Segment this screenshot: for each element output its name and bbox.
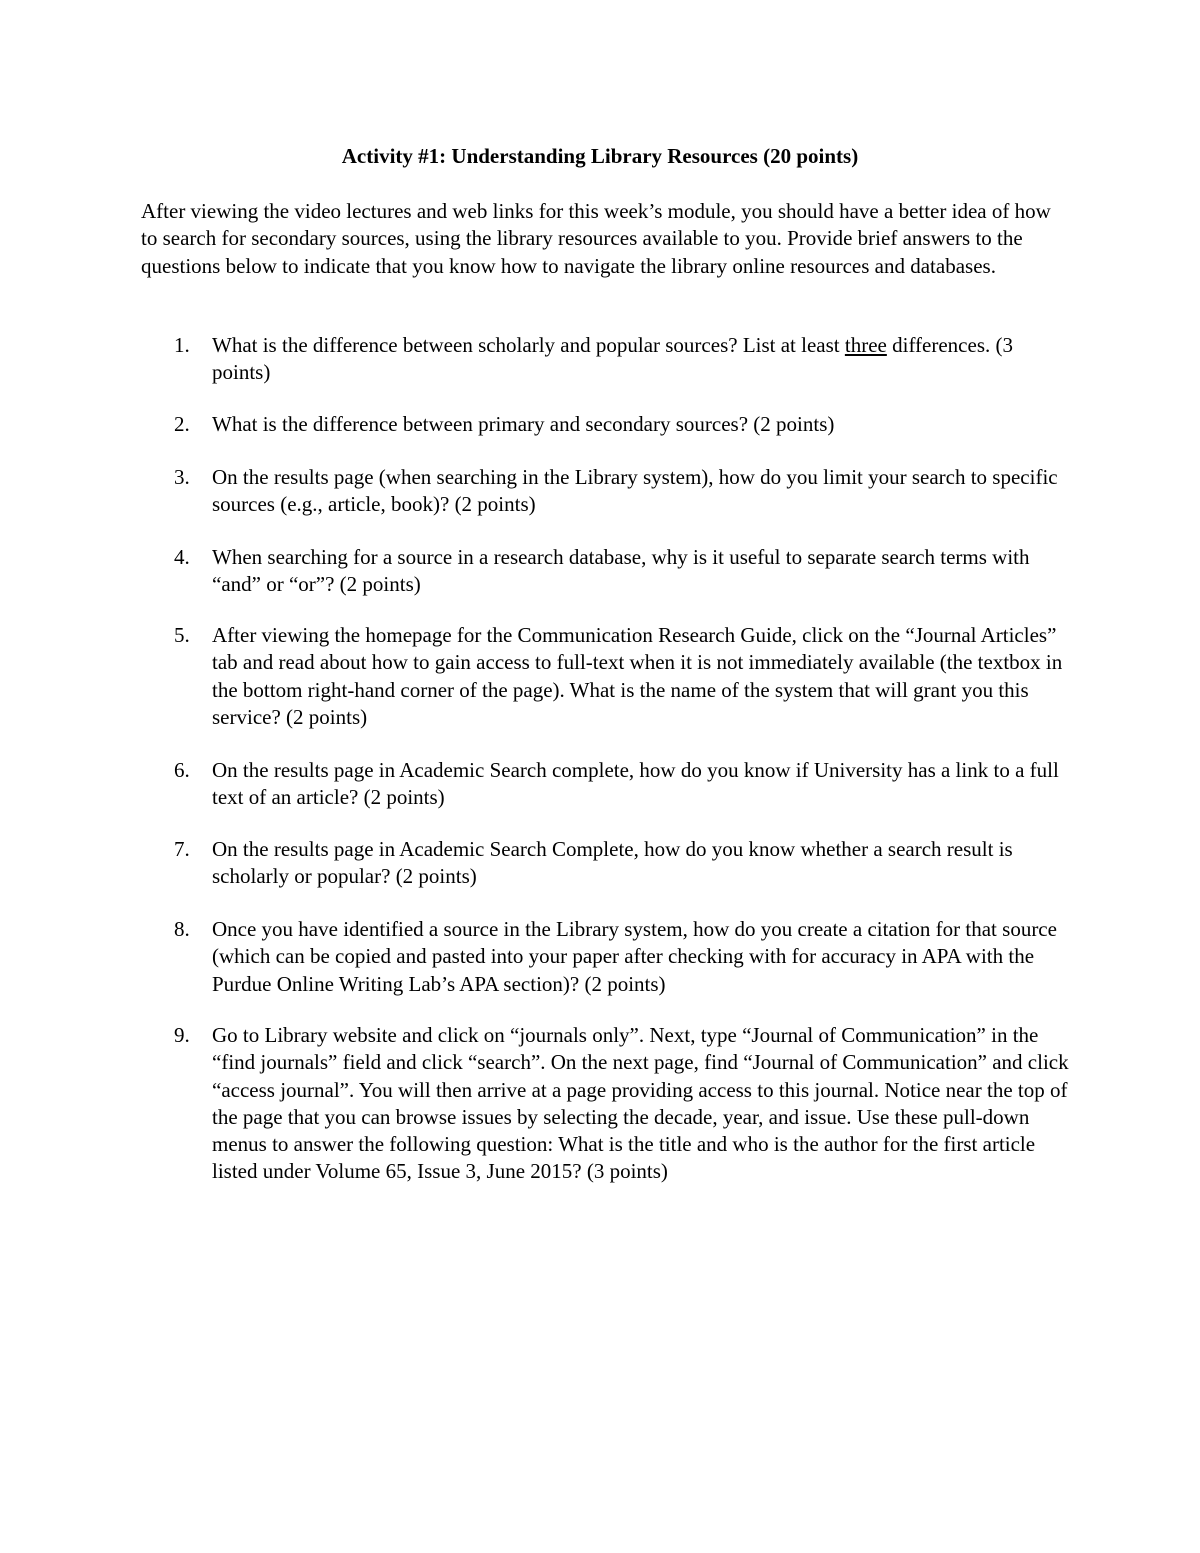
question-number: 8. bbox=[174, 917, 190, 941]
question-text: Go to Library website and click on “journals only”. Next, type “Journal of Communication” in the “find journals” field and click “search”. On the next page, find “Journal of Communication” and click “access journal”. You will then arrive at a page providing access to this journal. Notice near the top of the page that you can browse issues by selecting the decade, year, and issue. Use these pull-down menus to answer the following question: What is the title and who is the author for the first article listed under Volume 65, Issue 3, June 2015? (3 points) bbox=[212, 1023, 1069, 1184]
question-number: 2. bbox=[174, 412, 190, 436]
question-text: When searching for a source in a research database, why is it useful to separate search terms with “and” or “or”? (2 points) bbox=[212, 545, 1030, 597]
question-text: On the results page in Academic Search complete, how do you know if University has a link to a full text of an article? (2 points) bbox=[212, 758, 1059, 810]
question-number: 6. bbox=[174, 758, 190, 782]
question-text: On the results page (when searching in the Library system), how do you limit your search to specific sources (e.g., article, book)? (2 points) bbox=[212, 465, 1058, 517]
question-text: On the results page in Academic Search Complete, how do you know whether a search result is scholarly or popular? (2 points) bbox=[212, 837, 1013, 889]
underlined-word: three bbox=[844, 333, 887, 357]
question-text: What is the difference between primary and secondary sources? (2 points) bbox=[212, 412, 835, 436]
question-text-part: differences. (3 points) bbox=[212, 333, 1013, 385]
question-number: 3. bbox=[174, 465, 190, 489]
question-text-part: What is the difference between scholarly and popular sources? List at least bbox=[212, 333, 845, 357]
question-number: 7. bbox=[174, 837, 190, 861]
question-number: 5. bbox=[174, 623, 190, 647]
question-number: 9. bbox=[174, 1023, 190, 1047]
question-text: Once you have identified a source in the Library system, how do you create a citation for that source (which can be copied and pasted into your paper after checking with for accuracy in APA with the Purdue Online Writing Lab’s APA section)? (2 points) bbox=[212, 917, 1057, 996]
question-text: After viewing the homepage for the Communication Research Guide, click on the “Journal Articles” tab and read about how to gain access to full-text when it is not immediately available (the textbox in the bottom right-hand corner of the page). What is the name of the system that will grant you this service? (2 points) bbox=[212, 623, 1063, 729]
question-number: 1. bbox=[174, 333, 190, 357]
intro-paragraph: After viewing the video lectures and web links for this week’s module, you should have a better idea of how to search for secondary sources, using the library resources available to you. Provide brief answers to the questions below to indicate that you know how to navigate the library online resources and databases. bbox=[141, 199, 1051, 278]
question-text bbox=[212, 332, 1072, 387]
question-number: 4. bbox=[174, 545, 190, 569]
document-title: Activity #1: Understanding Library Resources (20 points) bbox=[341, 144, 859, 168]
